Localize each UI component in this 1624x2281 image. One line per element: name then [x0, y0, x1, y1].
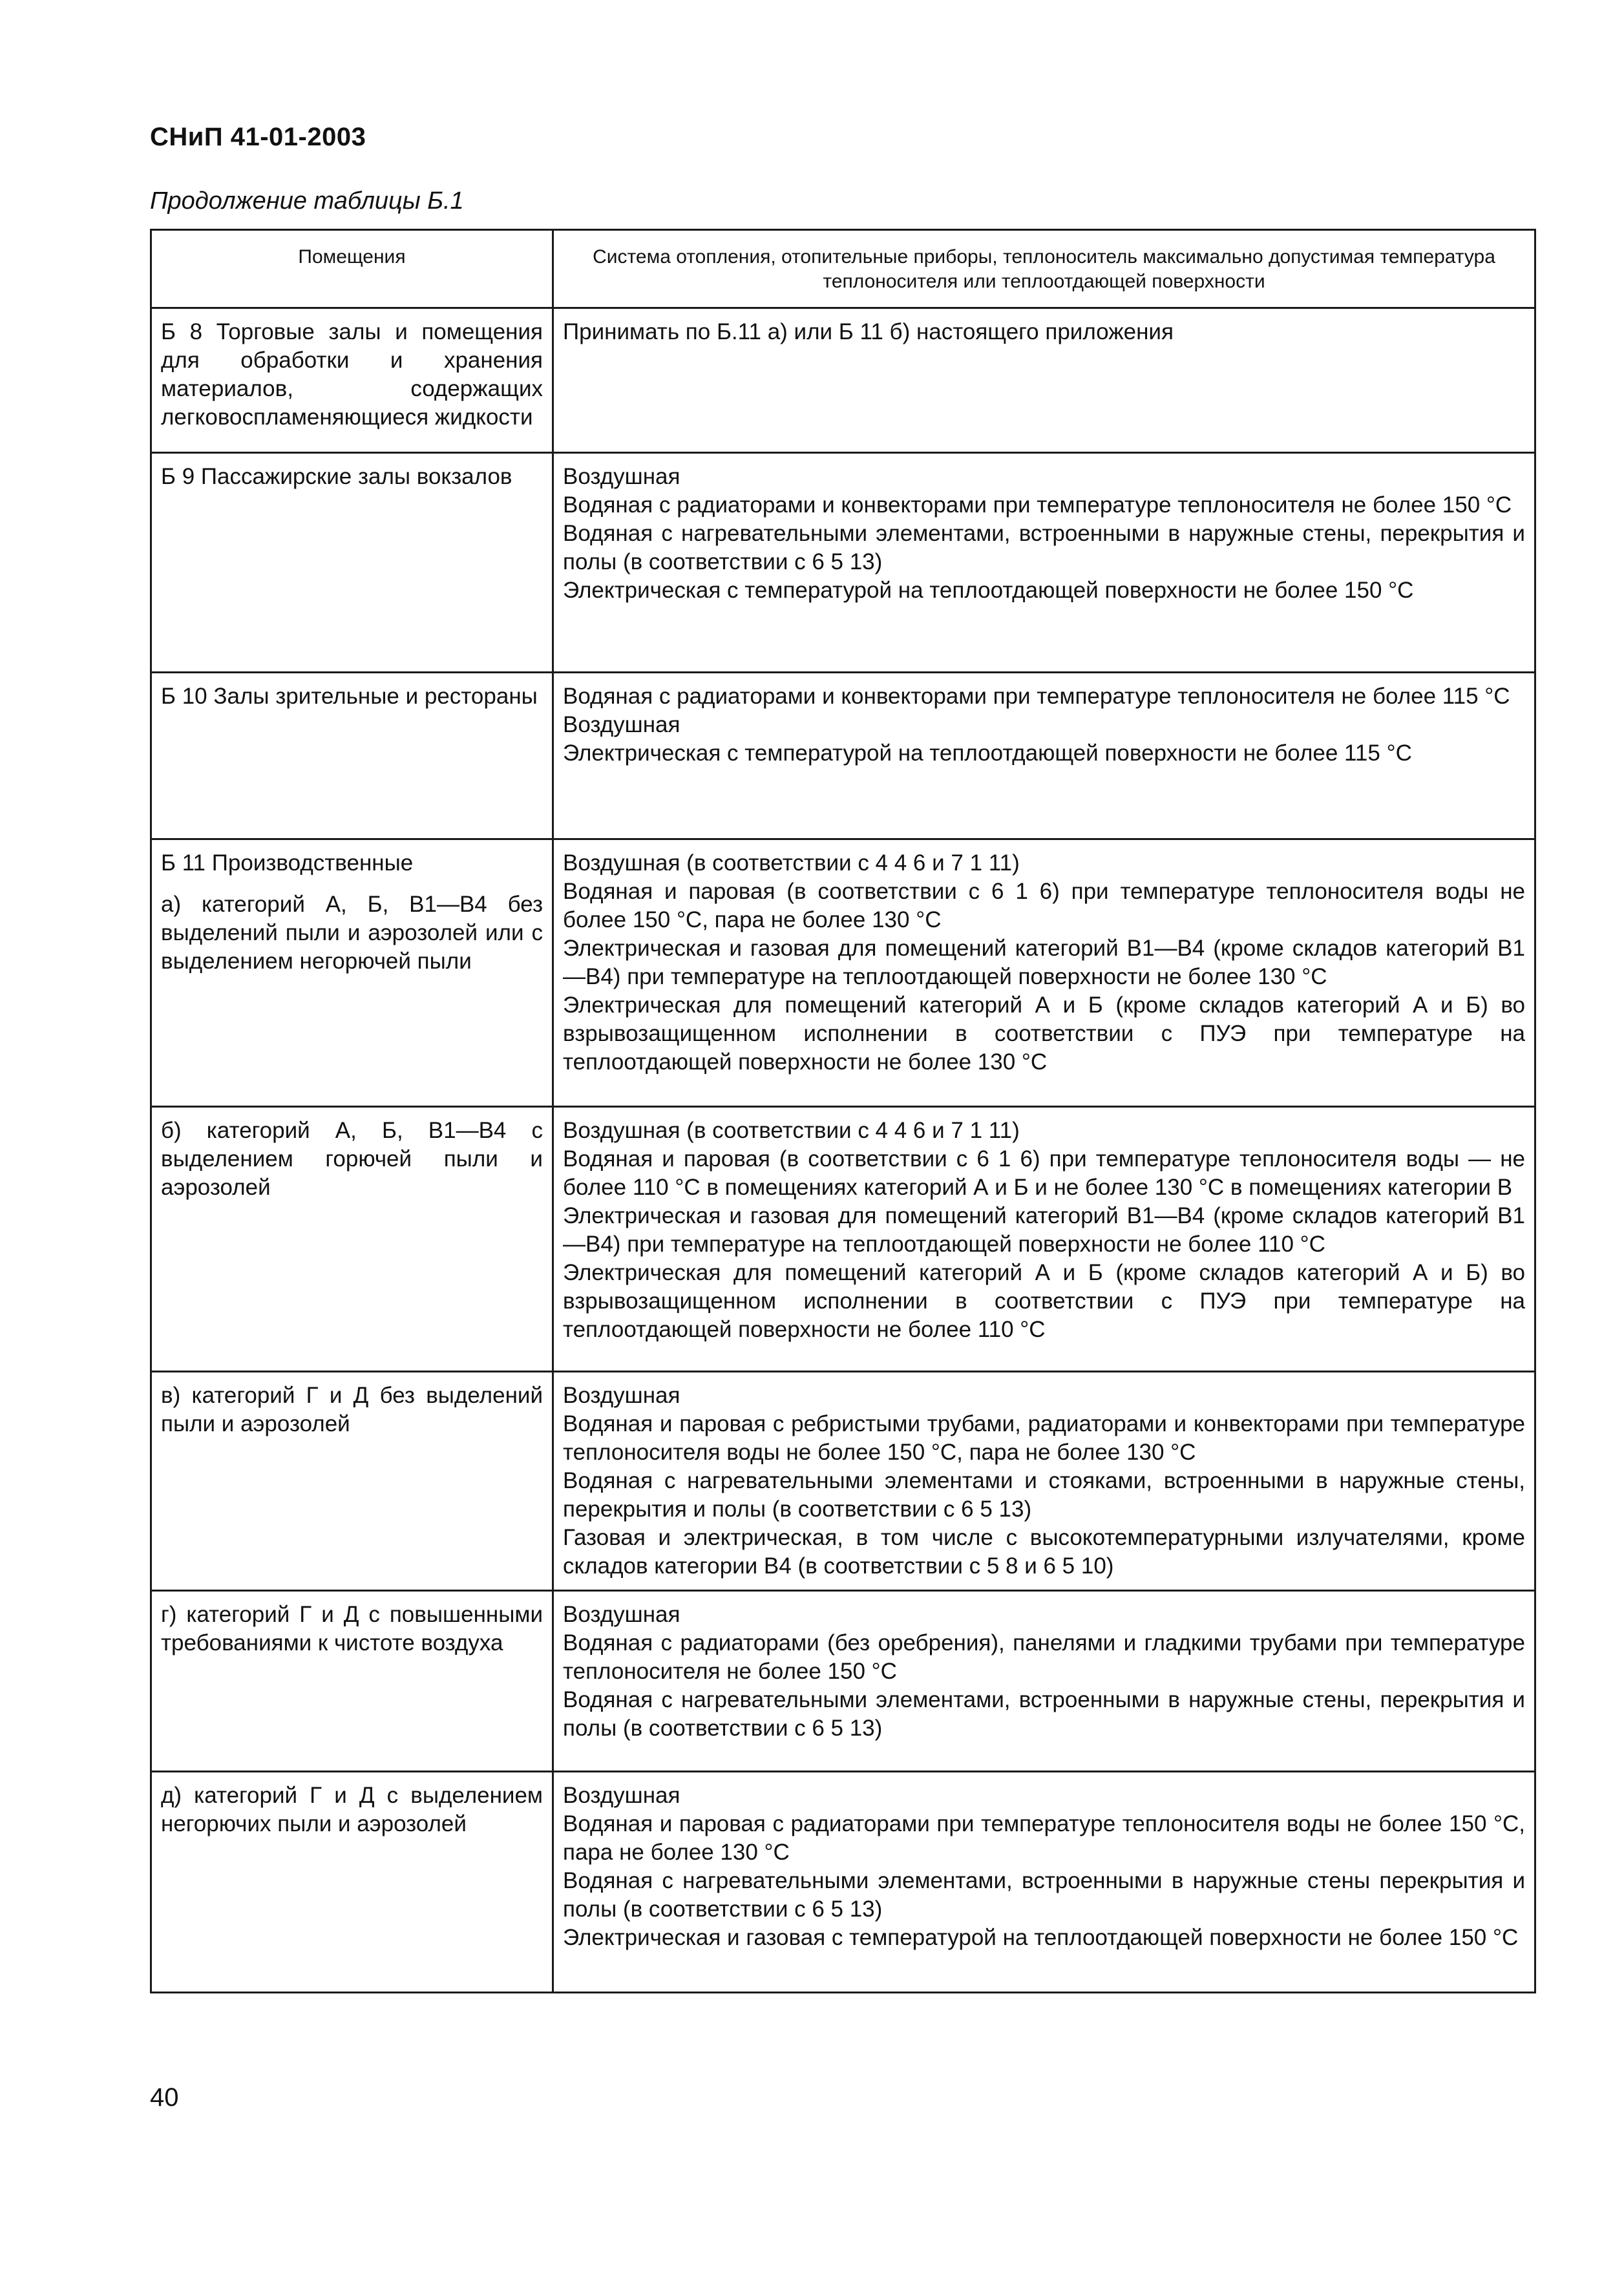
heating-system-entry: Воздушная: [563, 1602, 680, 1627]
table-row: [151, 1107, 1535, 1372]
room-name: г) категорий Г и Д с повышенными требованиями к чистоте воздуха: [161, 1602, 543, 1656]
heating-system-entry: Водяная и паровая с радиаторами при температуре теплоносителя воды не более 150 °С, пара не более 130 °С: [563, 1811, 1525, 1865]
room-name: Б 8 Торговые залы и помещения для обработки и хранения материалов, содержащих легковоспламеняющиеся жидкости: [161, 319, 543, 430]
room-cell: [151, 308, 553, 453]
system-cell: [553, 308, 1535, 453]
heating-system-entry: Водяная с нагревательными элементами, встроенными в наружные стены, перекрытия и полы (в соответствии с 6 5 13): [563, 1687, 1525, 1741]
heating-system-entry: Водяная и паровая (в соответствии с 6 1 6) при температуре теплоносителя воды — не более 110 °С в помещениях категорий А и Б и не более 130 °С в помещениях категории В: [563, 1146, 1525, 1200]
heating-system-entry: Водяная с радиаторами (без оребрения), панелями и гладкими трубами при температуре теплоносителя не более 150 °С: [563, 1630, 1525, 1684]
heating-system-entry: Водяная с радиаторами и конвекторами при температуре теплоносителя не более 115 °С: [563, 684, 1510, 709]
table-row: [151, 673, 1535, 839]
heating-system-entry: Электрическая и газовая с температурой на теплоотдающей поверхности не более 150 °С: [563, 1925, 1519, 1950]
table-row: [151, 1772, 1535, 1993]
heating-system-entry: Воздушная (в соответствии с 4 4 6 и 7 1 11): [563, 1118, 1020, 1143]
heating-system-entry: Водяная и паровая (в соответствии с 6 1 6) при температуре теплоносителя воды не более 150 °С, пара не более 130 °С: [563, 879, 1525, 932]
table-body: [151, 308, 1535, 1993]
heating-system-entry: Воздушная: [563, 464, 680, 489]
heating-system-entry: Водяная с нагревательными элементами, встроенными в наружные стены, перекрытия и полы (в соответствии с 6 5 13): [563, 521, 1525, 574]
system-cell: [553, 1107, 1535, 1372]
table-header-row: [151, 230, 1535, 308]
column-header-systems: Система отопления, отопительные приборы, теплоноситель максимально допустимая температура теплоносителя или теплоотдающей поверхности: [553, 230, 1535, 308]
heating-system-entry: Электрическая и газовая для помещений категорий В1—В4 (кроме складов категорий В1—В4) при температуре на теплоотдающей поверхности не более 110 °С: [563, 1203, 1525, 1257]
system-cell: [553, 453, 1535, 673]
room-name: д) категорий Г и Д с выделением негорючих пыли и аэрозолей: [161, 1783, 543, 1836]
room-cell: [151, 1107, 553, 1372]
heating-system-entry: Электрическая с температурой на теплоотдающей поверхности не более 150 °С: [563, 578, 1414, 603]
room-name: Б 11 Производственные: [161, 850, 414, 876]
room-cell: [151, 1591, 553, 1772]
system-cell: [553, 1772, 1535, 1993]
room-name: Б 9 Пассажирские залы вокзалов: [161, 464, 512, 489]
heating-system-entry: Водяная с нагревательными элементами, встроенными в наружные стены перекрытия и полы (в соответствии с 6 5 13): [563, 1868, 1525, 1922]
table-row: [151, 1591, 1535, 1772]
room-name: Б 10 Залы зрительные и рестораны: [161, 684, 538, 709]
heating-system-entry: Принимать по Б.11 а) или Б 11 б) настоящего приложения: [563, 319, 1174, 344]
room-cell: [151, 1372, 553, 1591]
heating-system-entry: Электрическая и газовая для помещений категорий В1—В4 (кроме складов категорий В1—В4) при температуре на теплоотдающей поверхности не более 130 °С: [563, 936, 1525, 989]
system-cell: [553, 673, 1535, 839]
system-cell: [553, 839, 1535, 1107]
line-gap: [161, 878, 543, 890]
room-name: в) категорий Г и Д без выделений пыли и аэрозолей: [161, 1383, 543, 1436]
room-subcategory: а) категорий А, Б, В1—В4 без выделений пыли и аэрозолей или с выделением негорючей пыли: [161, 892, 543, 974]
heating-system-entry: Воздушная (в соответствии с 4 4 6 и 7 1 11): [563, 850, 1020, 876]
room-cell: [151, 1772, 553, 1993]
system-cell: [553, 1591, 1535, 1772]
room-name: б) категорий А, Б, В1—В4 с выделением горючей пыли и аэрозолей: [161, 1118, 543, 1200]
heating-system-entry: Воздушная: [563, 1783, 680, 1808]
heating-system-entry: Водяная с радиаторами и конвекторами при температуре теплоносителя не более 150 °С: [563, 492, 1512, 518]
system-cell: [553, 1372, 1535, 1591]
heating-system-entry: Газовая и электрическая, в том числе с высокотемпературными излучателями, кроме складов категории В4 (в соответствии с 5 8 и 6 5 10): [563, 1525, 1525, 1579]
column-header-rooms: Помещения: [151, 230, 553, 308]
room-cell: [151, 839, 553, 1107]
table-row: [151, 308, 1535, 453]
heating-system-entry: Водяная с нагревательными элементами и стояками, встроенными в наружные стены, перекрытия и полы (в соответствии с 6 5 13): [563, 1468, 1525, 1522]
table-caption: Продолжение таблицы Б.1: [150, 187, 464, 215]
heating-system-entry: Воздушная: [563, 1383, 680, 1408]
heating-system-entry: Электрическая с температурой на теплоотдающей поверхности не более 115 °С: [563, 741, 1412, 766]
room-cell: [151, 673, 553, 839]
heating-system-entry: Воздушная: [563, 712, 680, 737]
table-row: [151, 453, 1535, 673]
table-row: [151, 839, 1535, 1107]
page-number: 40: [150, 2083, 179, 2112]
heating-systems-table: [150, 229, 1536, 1993]
heating-system-entry: Электрическая для помещений категорий А и Б (кроме складов категорий А и Б) во взрывозащищенном исполнении в соответствии с ПУЭ при температуре на теплоотдающей поверхности не более 130 °С: [563, 993, 1525, 1075]
heating-system-entry: Электрическая для помещений категорий А и Б (кроме складов категорий А и Б) во взрывозащищенном исполнении в соответствии с ПУЭ при температуре на теплоотдающей поверхности не более 110 °С: [563, 1260, 1525, 1342]
heating-system-entry: Водяная и паровая с ребристыми трубами, радиаторами и конвекторами при температуре теплоносителя воды не более 150 °С, пара не более 130 °С: [563, 1411, 1525, 1465]
room-cell: [151, 453, 553, 673]
table-row: [151, 1372, 1535, 1591]
document-code: СНиП 41-01-2003: [150, 123, 366, 151]
